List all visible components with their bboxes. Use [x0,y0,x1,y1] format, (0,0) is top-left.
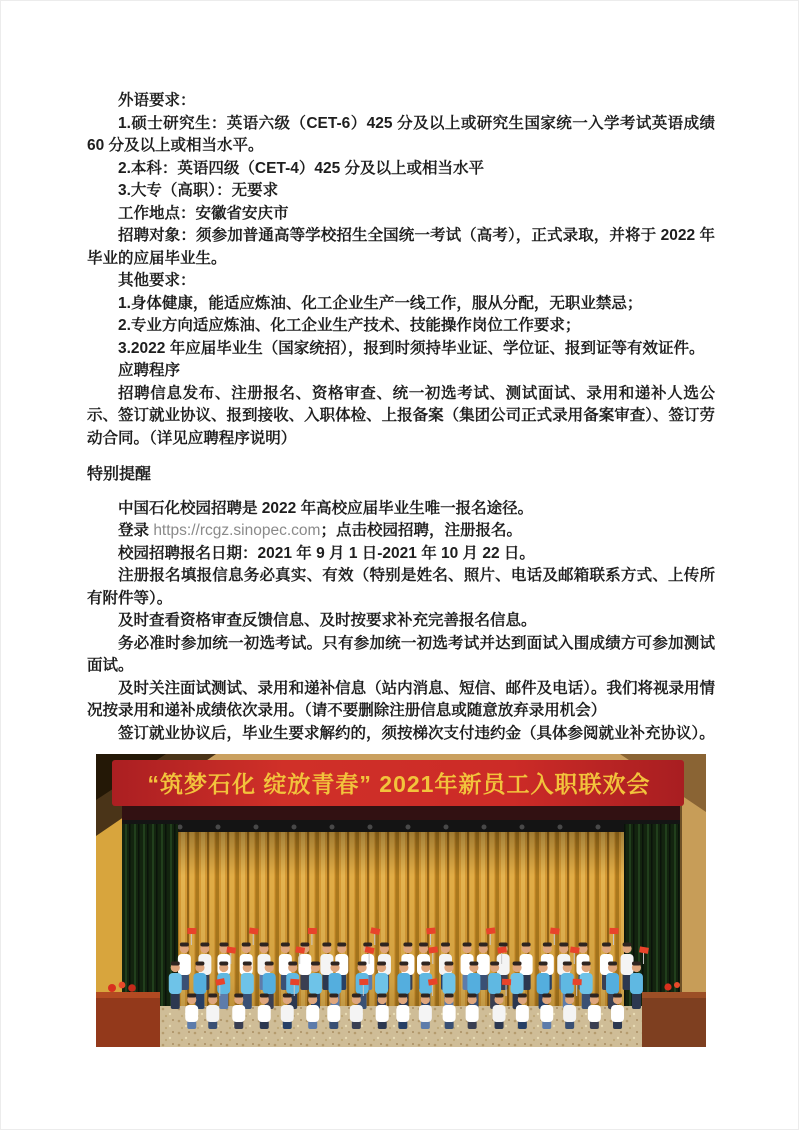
banner-text: “筑梦石化 绽放青春” 2021年新员工入职联欢会 [147,771,651,797]
para-master-english-req: 1.硕士研究生：英语六级（CET-6）425 分及以上或研究生国家统一入学考试英语成绩 60 分及以上或相当水平。 [87,114,715,154]
para-other-req-heading: 其他要求： [118,272,196,289]
para-check-feedback: 及时查看资格审查反馈信息、及时按要求补充完善报名信息。 [118,612,537,629]
para-only-channel: 中国石化校园招聘是 2022 年高校应届毕业生唯一报名途径。 [118,499,534,517]
login-suffix: ；点击校园招聘，注册报名。 [320,522,522,539]
special-reminder-heading: 特别提醒 [87,466,152,483]
document-body [87,90,715,1047]
event-photo-svg [96,754,706,1047]
para-bachelor-english-req: 2.本科：英语四级（CET-4）425 分及以上或相当水平 [118,159,485,177]
para-info-accuracy: 注册报名填报信息务必真实、有效（特别是姓名、照片、电话及邮箱联系方式、上传所有附件等）。 [87,567,715,607]
procedure-body: 招聘信息发布、注册报名、资格审查、统一初选考试、测试面试、录用和递补人选公示、签订就业协议、报到接收、入职体检、上报备案（集团公司正式录用备案审查）、签订劳动合同。（详见应聘程序说明） [87,384,715,447]
banner [112,760,684,806]
para-college-english-req: 3.大专（高职）：无要求 [118,182,279,199]
para-graduate-cert-req: 3.2022 年应届毕业生（国家统招），报到时须持毕业证、学位证、报到证等有效证件。 [118,339,705,357]
recruit-site-url: https://rcgz.sinopec.com [153,522,321,539]
para-work-location: 工作地点：安徽省安庆市 [118,204,289,222]
para-health-req: 1.身体健康，能适应炼油、化工企业生产一线工作，服从分配，无职业禁忌； [118,294,643,312]
para-login-line [87,520,715,543]
para-breach-penalty: 签订就业协议后，毕业生要求解约的，须按梯次支付违约金（具体参阅就业补充协议）。 [118,724,715,742]
para-attend-exam: 务必准时参加统一初选考试。只有参加统一初选考试并达到面试入围成绩方可参加测试面试。 [87,634,715,674]
login-prefix: 登录 [118,522,154,539]
para-foreign-language-heading: 外语要求： [118,92,196,109]
para-recruit-target: 招聘对象：须参加普通高等学校招生全国统一考试（高考），正式录取，并将于 2022 年毕业的应届毕业生。 [87,227,715,267]
para-follow-notices: 及时关注面试测试、录用和递补信息（站内消息、短信、邮件及电话）。我们将视录用情况按录用和递补成绩依次录用。（请不要删除注册信息或随意放弃录用机会） [87,679,715,719]
para-major-req: 2.专业方向适应炼油、化工企业生产技术、技能操作岗位工作要求； [118,317,581,334]
para-signup-dates: 校园招聘报名日期：2021 年 9 月 1 日-2021 年 10 月 22 日。 [118,544,535,562]
event-photo [96,754,706,1047]
procedure-heading: 应聘程序 [118,362,181,379]
